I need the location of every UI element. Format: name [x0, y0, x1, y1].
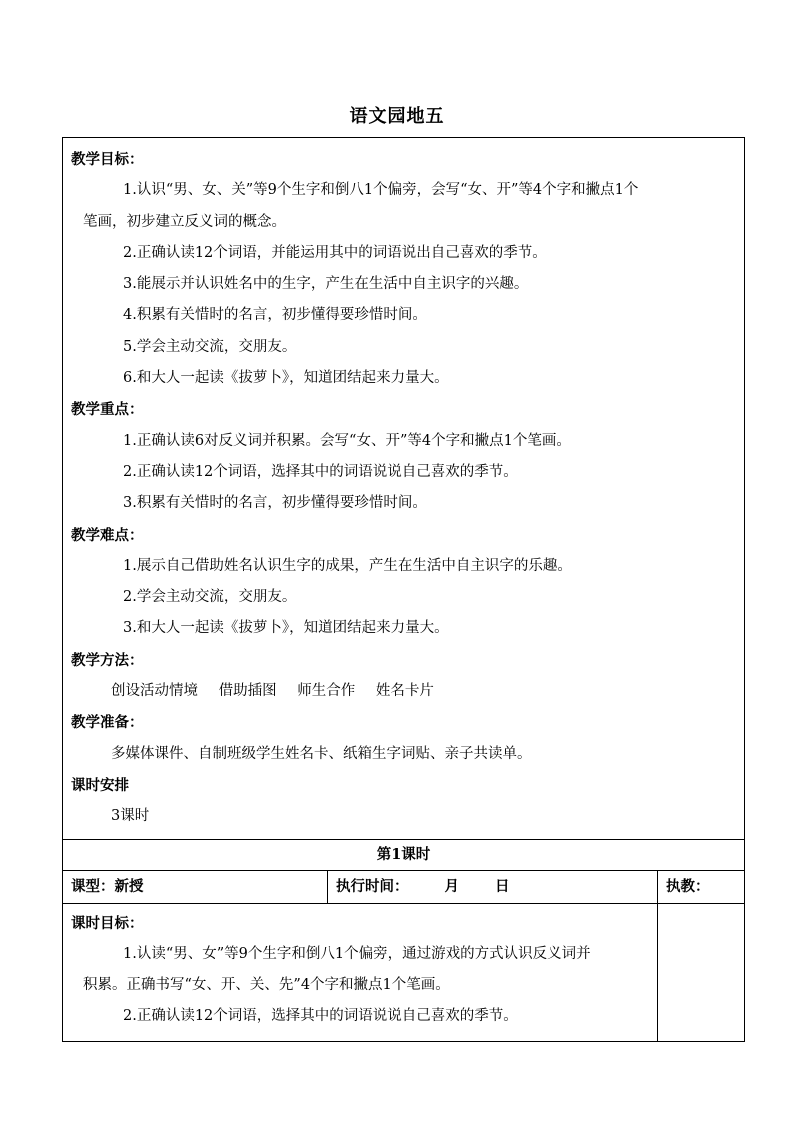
execution-time-cell [328, 870, 658, 903]
difficulties-heading: 教学难点： [71, 526, 144, 544]
goal-item: 5.学会主动交流，交朋友。 [123, 338, 297, 355]
goal-item: 6.和大人一起读《拔萝卜》，知道团结起来力量大。 [123, 370, 449, 387]
methods-heading: 教学方法： [71, 651, 144, 669]
preparation-heading: 教学准备： [71, 714, 144, 732]
schedule-text: 3课时 [111, 808, 150, 825]
goal-item: 1.认识“男、女、关”等9个生字和倒八1个偏旁，会写“女、开”等4个字和撇点1个 [123, 182, 639, 199]
lesson-plan-table [62, 137, 745, 1042]
method-item: 借助插图 [218, 683, 277, 700]
key-point-item: 1.正确认读6对反义词并积累。会写“女、开”等4个字和撇点1个笔画。 [123, 432, 571, 449]
lesson-type-label: 课型： [71, 877, 115, 895]
lesson-objective-item: 积累。正确书写“女、开、关、先”4个字和撇点1个笔画。 [83, 977, 450, 994]
method-item: 师生合作 [297, 683, 356, 700]
lesson-title-cell [63, 839, 745, 870]
goals-heading: 教学目标： [71, 151, 144, 168]
day-label: 日 [495, 877, 510, 895]
difficulty-item: 1.展示自己借助姓名认识生字的成果，产生在生活中自主识字的乐趣。 [123, 557, 572, 574]
lesson-type-cell [63, 870, 328, 903]
lesson-title: 第1课时 [376, 845, 431, 863]
teacher-label: 执教： [666, 877, 710, 895]
lesson-objective-item: 2.正确认读12个词语，选择其中的词语说说自己喜欢的季节。 [123, 1008, 518, 1025]
goal-item: 笔画，初步建立反义词的概念。 [83, 213, 286, 230]
schedule-heading: 课时安排 [71, 776, 129, 794]
methods-list [71, 676, 736, 707]
method-item: 创设活动情境 [111, 683, 198, 700]
execution-time-label: 执行时间： [336, 877, 409, 895]
lesson-objective-item: 1.认读“男、女”等9个生字和倒八1个偏旁，通过游戏的方式认识反义词并 [123, 945, 591, 962]
key-points-heading: 教学重点： [71, 401, 144, 419]
preparation-text: 多媒体课件、自制班级学生姓名卡、纸箱生字词贴、亲子共读单。 [111, 745, 532, 762]
month-label: 月 [444, 877, 459, 895]
difficulty-item: 2.学会主动交流，交朋友。 [123, 589, 297, 606]
overview-cell [63, 138, 745, 840]
lesson-objectives-cell [63, 903, 658, 1041]
key-point-item: 2.正确认读12个词语，选择其中的词语说说自己喜欢的季节。 [123, 463, 518, 480]
page-title: 语文园地五 [349, 106, 445, 127]
goal-item: 2.正确认读12个词语，并能运用其中的词语说出自己喜欢的季节。 [123, 244, 547, 261]
method-item: 姓名卡片 [375, 683, 434, 700]
notes-cell [658, 903, 745, 1041]
lesson-type-value: 新授 [114, 877, 144, 895]
difficulty-item: 3.和大人一起读《拔萝卜》，知道团结起来力量大。 [123, 620, 449, 637]
teacher-cell [658, 870, 745, 903]
goal-item: 4.积累有关惜时的名言，初步懂得要珍惜时间。 [123, 307, 427, 324]
key-point-item: 3.积累有关惜时的名言，初步懂得要珍惜时间。 [123, 495, 427, 512]
lesson-objectives-heading: 课时目标： [71, 914, 144, 932]
goal-item: 3.能展示并认识姓名中的生字，产生在生活中自主识字的兴趣。 [123, 276, 529, 293]
